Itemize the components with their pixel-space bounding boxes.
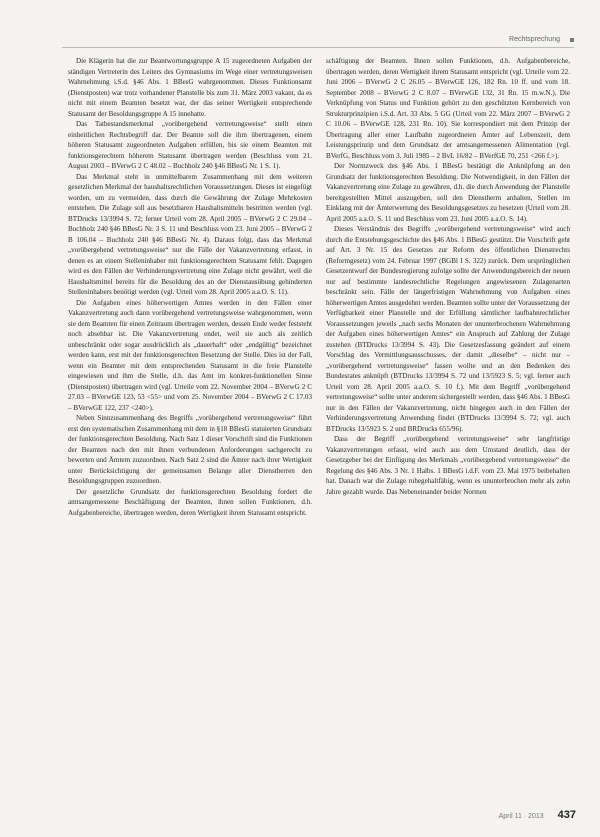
paragraph: Dass der Begriff „vorübergehend vertretungsweise“ sehr langfristige Vakanzvertretungen erfasst, wird auch aus dem Umstand deutlich, dass der Gesetzgeber bei der Einfügung des Merkmals „vorübergehend vertretungsweise“ die Regelung des §46 Abs. 3 Nr. 1 Halbs. 1 BBesG i.d.F. vom 23. Mai 1975 beibehalten hat. Danach war die Zulage ruhegehaltfähig, wenn es ununterbrochen mehr als zehn Jahre gezahlt wurde. Das Nebeneinander beider Normen <box>326 435 570 496</box>
running-header <box>440 36 574 43</box>
paragraph: Das Tatbestandsmerkmal „vorübergehend vertretungsweise“ stellt einen einheitlichen Rechtsbegriff dar. Der Beamte soll die ihm übertragenen, einem höheren Statusamt zugeordneten Aufgaben erfüllen, bis sie einem Beamten mit funktionsgerechtem höherem Statusamt übertragen werden (Beschluss vom 21. August 2003 – BVerwG 2 C 48.02 – Buchholz 240 §46 BBesG Nr. 1 S. 1). <box>68 120 312 170</box>
header-marker-icon <box>570 38 574 42</box>
paragraph: Neben Sinnzusammenhang des Begriffs „vorübergehend vertretungsweise“ führt erst den systematischen Zusammenhang mit dem in §18 BBesG statuierten Grundsatz der funktionsgerechten Besoldung. Nach Satz 1 dieser Vorschrift sind die Funktionen der Beamten nach den mit ihnen verbundenen Anforderungen sachgerecht zu bewerten und Ämtern zuzuordnen. Nach Satz 2 sind die Ämter nach ihrer Wertigkeit unter Berücksichtigung der gemeinsamen Belange aller Dienstherren den Besoldungsgruppen zuzuordnen. <box>68 414 312 485</box>
left-column <box>68 56 312 816</box>
paragraph: Die Aufgaben eines höherwertigen Amtes werden in den Fällen einer Vakanzvertretung auch dann vorübergehend vertretungsweise wahrgenommen, wenn sie dem Beamten für einen Zeitraum übertragen werden, dessen Ende weder feststeht noch absehbar ist. Die Vakanzvertretung endet, weil sie auch als zeitlich unbeschränkt oder sogar ausdrücklich als „dauerhaft“ oder „endgültig“ bezeichnet werden kann, erst mit der funktionsgerechten Besetzung der Stelle. Dies ist der Fall, wenn ein Beamter mit dem entsprechenden Statusamt in die freie Planstelle eingewiesen und ihm die Stelle, d.h. das Amt im konkret-funktionellen Sinne (Dienstposten) übertragen wird (vgl. Urteile vom 22. November 2004 – BVerwG 2 C 27.03 – BVerwGE 123, 53 <55> und vom 25. November 2004 – BVerwG 2 C 17.03 – BVerwGE 122, 237 <240>). <box>68 298 312 412</box>
page-number: 437 <box>557 809 576 821</box>
text-columns <box>68 56 570 816</box>
paragraph: Der gesetzliche Grundsatz der funktionsgerechten Besoldung fordert die amtsangemessene Beschäftigung der Beamten, ihnen sollen Funktionen, d.h. Aufgabenbereiche, übertragen werden, deren Wertigkeit ihrem Statusamt entspricht. <box>68 487 312 517</box>
paragraph: Der Normzweck des §46 Abs. 1 BBesG bestätigt die Anknüpfung an den Grundsatz der funktionsgerechten Besoldung. Die Notwendigkeit, in den Fällen der Vakanzvertretung eine Zulage zu gewähren, d.h. die durch Anwendung der Planstelle bereitgestellten Mittel auszugeben, soll den Dienstherrn anhalten, Stellen im Einklang mit der Ämterwertung des Besoldungsgesetzes zu besetzen (Urteil vom 28. April 2005 a.a.O. S. 11 und Beschluss vom 23. Juni 2005 a.a.O. S. 14). <box>326 162 570 223</box>
right-column <box>326 56 570 816</box>
paragraph: Dieses Verständnis des Begriffs „vorübergehend vertretungsweise“ wird auch durch die Entstehungsgeschichte des §46 Abs. 1 BBesG gestützt. Die Vorschrift geht auf Art. 3 Nr. 15 des Gesetzes zur Reform des öffentlichen Dienstrechts (Reformgesetz) vom 24. Februar 1997 (BGBl I S. 322) zurück. Dem ursprünglichen Gesetzentwurf der Bundesregierung zufolge sollte der Anwendungsbereich der neuen nur auf bestimmte landesrechtliche Regelungen angewiesenen Zulagenarten beschränkt sein. Fälle der längerfristigen Wahrnehmung von Aufgaben eines höherwertigen Amtes ausgedehnt werden. Beamten sollte unter der Voraussetzung der Verfügbarkeit einer Planstelle und der Erfüllung sämtlicher laufbahnrechtlicher Voraussetzungen jeweils „nach sechs Monaten der ununterbrochenen Wahrnehmung der Aufgaben eines höherwertigen Amtes“ ein Anspruch auf Zahlung der Zulage zustehen (BTDrucks 13/3994 S. 43). Die Gesetzesfassung geändert auf einem Vorschlag des Vermittlungsausschusses, der damit „dieselbe“ – nicht nur – „vorübergehend vertretungsweise“ fassen wollte und an den Bedenken des Bundesrates anknüpft (BTDrucks 13/3994 S. 72 und 13/5923 S. 5; vgl. ferner auch Urteil vom 28. April 2005 a.a.O. S. 10 f.). Mit dem Begriff „vorübergehend vertretungsweise“ sollte unter anderem sichergestellt werden, dass §46 Abs. 1 BBesG nur in den Fällen der Vakanzvertretung, nicht hingegen auch in den Fällen der Verhinderungsvertretung Anwendung findet (BTDrucks 13/3994 S. 72; vgl. auch BTDrucks 13/5923 S. 2 und BRDrucks 655/96). <box>326 225 570 433</box>
header-rule <box>62 47 574 48</box>
paragraph: Das Merkmal steht in unmittelbarem Zusammenhang mit dem weiteren gesetzlichen Merkmal der haushaltsrechtlichen Voraussetzungen. Dieses ist eingefügt worden, um zu vermeiden, dass durch die Gewährung der Zulage Mehrkosten entstehen. Die Zulage soll aus besetzbaren Haushaltsmitteln bestritten werden (vgl. BTDrucks 13/3994 S. 72; ferner Urteil vom 28. April 2005 – BVerwG 2 C 29.04 – Buchholz 240 §46 BBesG Nr. 3 S. 11 und Beschluss vom 23. Juni 2005 – BVerwG 2 B 106.04 – Buchholz 240 §46 BBesG Nr. 4). Daraus folgt, dass das Merkmal „vorübergehend vertretungsweise“ nur die Fälle der Vakanzvertretung erfasst, in denen es an einem Stelleninhaber mit funktionsgerechtem Statusamt fehlt. Dagegen wird es den Fällen der Verhinderungsvertretung eine Zulage nicht gewährt, weil die Haushaltsmittel bereits für die Besoldung des an der Dienstausübung gehinderten Stelleninhabers benötigt werden (vgl. Urteil vom 28. April 2005 a.a.O. S. 11). <box>68 172 312 296</box>
section-title: Rechtsprechung <box>509 36 560 43</box>
page-footer <box>499 809 576 821</box>
issue-label: April 11 · 2013 <box>498 813 544 820</box>
paragraph: schäftigung der Beamten. Ihnen sollen Funktionen, d.h. Aufgabenbereiche, übertragen werden, deren Wertigkeit ihrem Statusamt entspricht (vgl. Urteile vom 22. Juni 2006 – BVerwG 2 C 26.05 – BVerwGE 126, 182 Rn. 10 ff. und vom 18. September 2008 – BVerwG 2 C 8.07 – BVerwGE 132, 31 Rn. 15 m.w.N.). Die Verknüpfung von Status und Funktion gehört zu den geschützten Kernbereich von Strukturprinzipien i.S.d. Art. 33 Abs. 5 GG (Urteil vom 22. März 2007 – BVerwG 2 C 10.06 – BVerwGE 128, 231 Rn. 10). Sie korrespondiert mit dem Prinzip der Übertragung aller einer Laufbahn zugeordneten Ämter auf Lebenszeit, dem Leistungsprinzip und dem Grundsatz der amtsangemessenen Alimentation (vgl. BVerfG, Beschluss vom 3. Juli 1985 – 2 BvL 16/82 – BVerfGE 70, 251 <266 f.>). <box>326 57 570 160</box>
paragraph: Die Klägerin hat die zur Beantwortungsgruppe A 15 zugeordneten Aufgaben der ständigen Vertreterin des Leiters des Gymnasiums im Wege einer vertretungsweisen Wahrnehmung i.S.d. §46 Abs. 1 BBesG wahrgenommen. Dieses Funktionsamt (Dienstposten) war trotz vorhandener Planstelle bis zum 31. März 2003 vakant, da es nicht mit einem Beamten besetzt war, der das seiner Wertigkeit entsprechende Statusamt der Besoldungsgruppe A 15 innehatte. <box>68 57 312 118</box>
